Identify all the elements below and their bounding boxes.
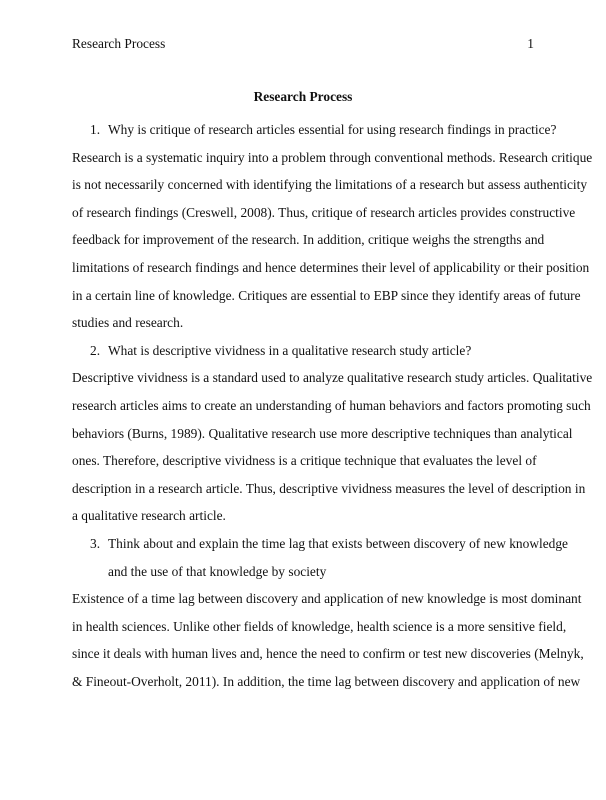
- answer-line: description in a research article. Thus, descriptive vividness measures the level of description in: [72, 480, 586, 496]
- answer-line: Descriptive vividness is a standard used to analyze qualitative research study articles. Qualitative: [72, 370, 593, 386]
- question-number: 3.: [90, 535, 101, 551]
- question-2: [72, 337, 542, 365]
- document-title: Research Process: [253, 89, 353, 104]
- question-3: [72, 530, 568, 558]
- question-text-continued: and the use of that knowledge by society: [108, 563, 327, 579]
- question-text: What is descriptive vividness in a qualitative research study article?: [108, 342, 472, 358]
- answer-line: limitations of research findings and hence determines their level of applicability or their position: [72, 259, 590, 275]
- answer-line: ones. Therefore, descriptive vividness is a critique technique that evaluates the level of: [72, 453, 537, 469]
- answer-line: a qualitative research article.: [72, 508, 226, 524]
- question-number: 2.: [90, 342, 101, 358]
- answer-line: behaviors (Burns, 1989). Qualitative research use more descriptive techniques than analytical: [72, 425, 573, 441]
- answer-line: Research is a systematic inquiry into a problem through conventional methods. Research critique: [72, 149, 593, 165]
- answer-line: & Fineout-Overholt, 2011). In addition, the time lag between discovery and application of new: [72, 673, 581, 689]
- answer-line: feedback for improvement of the research. In addition, critique weighs the strengths and: [72, 232, 545, 248]
- answer-line: studies and research.: [72, 315, 184, 331]
- running-head: [72, 36, 534, 52]
- answer-line: research articles aims to create an understanding of human behaviors and factors promoting such: [72, 397, 591, 413]
- running-head-title: Research Process: [72, 36, 166, 51]
- question-1: [72, 116, 557, 144]
- answer-line: Existence of a time lag between discovery and application of new knowledge is most dominant: [72, 591, 582, 607]
- document-body: [72, 116, 593, 695]
- answer-line: is not necessarily concerned with identifying the limitations of a research but assess authenticity: [72, 177, 588, 193]
- answer-line: of research findings (Creswell, 2008). Thus, critique of research articles provides constructive: [72, 204, 576, 220]
- answer-line: in health sciences. Unlike other fields of knowledge, health science is a more sensitive field,: [72, 618, 567, 634]
- answer-line: in a certain line of knowledge. Critiques are essential to EBP since they identify areas of future: [72, 287, 581, 303]
- answer-line: since it deals with human lives and, hence the need to confirm or test new discoveries (Melnyk,: [72, 646, 584, 662]
- question-number: 1.: [90, 122, 101, 137]
- page-number: 1: [527, 36, 534, 51]
- question-text: Think about and explain the time lag that exists between discovery of new knowledge: [108, 535, 568, 551]
- question-text: Why is critique of research articles essential for using research findings in practice?: [108, 122, 557, 137]
